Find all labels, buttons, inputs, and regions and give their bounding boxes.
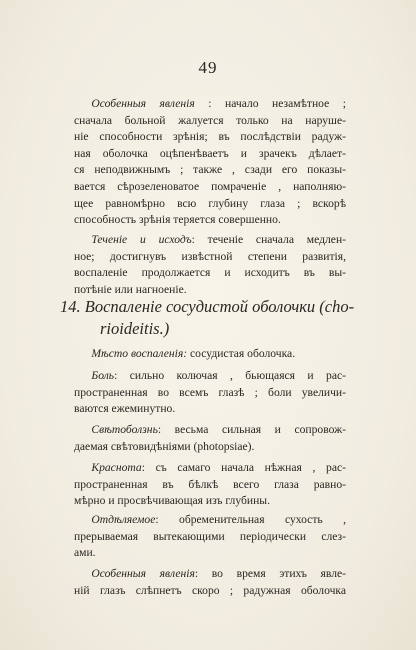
text-line: даемая свѣтовидѣніями (photopsiae). — [74, 439, 255, 453]
text-line: вается сѣрозеленоватое помраченіе , наполняю- — [74, 179, 346, 193]
term-label: Краснота — [91, 461, 142, 474]
text-line: Особенныя явленія : начало незамѣтное ; — [91, 97, 346, 110]
text-line: Особенныя явленія: во время этихъ явле- — [91, 567, 346, 580]
heading-line-2: rioideitis.) — [100, 319, 170, 338]
paragraph-discharge — [74, 512, 346, 562]
text-line: ній глазъ слѣпнетъ скоро ; радужная оболочка — [74, 583, 346, 597]
text-line: способность зрѣнія теряется совершенно. — [74, 213, 281, 227]
paragraph-course — [74, 232, 346, 298]
heading-line-1: 14. Воспаленіе сосудистой оболочки (cho- — [60, 297, 355, 316]
text-line: щее равномѣрно всю глубину глаза ; вскорѣ — [74, 196, 346, 210]
text-line: ваются ежеминутно. — [74, 402, 176, 416]
term-label: Особенныя явленія — [91, 567, 195, 580]
paragraph-pain — [74, 368, 346, 418]
text-line: пространенная во всемъ глазѣ ; боли увеличи- — [74, 385, 346, 399]
text-line: ами. — [74, 546, 96, 560]
term-label: Особенныя явленія — [91, 97, 195, 110]
text-line: Теченіе и исходъ: теченіе сначала медлен- — [91, 233, 347, 246]
term-label: Мѣсто воспаленія: — [91, 347, 188, 360]
term-label: Теченіе и исходъ — [91, 233, 192, 246]
paragraph-redness — [74, 460, 346, 510]
text-line: мѣрно и просвѣчивающая изъ глубины. — [74, 494, 270, 508]
section-heading — [60, 296, 355, 340]
term-label: Свѣтоболзнь — [91, 423, 158, 436]
term-label: Боль — [91, 369, 115, 382]
text-line: воспаленіе продолжается и исходитъ въ вы- — [74, 266, 346, 280]
text-line: Отдѣляемое: обременительная сухость , — [91, 513, 346, 526]
text-line: Мѣсто воспаленія: сосудистая оболочка. — [91, 347, 296, 360]
page-number: 49 — [198, 58, 218, 77]
text-line: сначала больной жалуется только на наруше- — [74, 113, 346, 127]
text-line: Боль: сильно колючая , бьющаяся и рас- — [91, 369, 346, 382]
paragraph-symptoms-2 — [74, 566, 346, 599]
text-line: Краснота: съ самаго начала нѣжная , рас- — [91, 461, 346, 474]
paragraph-location — [74, 346, 346, 363]
text-line: ная оболочка оцѣпенѣваетъ и зрачекъ дѣлает- — [74, 146, 346, 160]
text-line: ніе способности зрѣнія; въ послѣдствіи радуж- — [74, 130, 346, 144]
text-line: Свѣтоболзнь: весьма сильная и сопровож- — [91, 423, 346, 436]
paragraph-photophobia — [74, 422, 346, 455]
term-label: Отдѣляемое — [91, 513, 156, 526]
text-line: прерываемая вытекающими періодически слез- — [74, 529, 346, 543]
text-line: ное; достигнувъ извѣстной степени развитія, — [74, 249, 346, 263]
text-line: ся неподвижнымъ ; также , сзади его показы- — [74, 163, 346, 177]
paragraph-symptoms — [74, 96, 346, 229]
text-line: пространенная въ бѣлкѣ всего глаза равно- — [74, 477, 346, 491]
text-line: потѣніе или нагноеніе. — [74, 282, 187, 296]
